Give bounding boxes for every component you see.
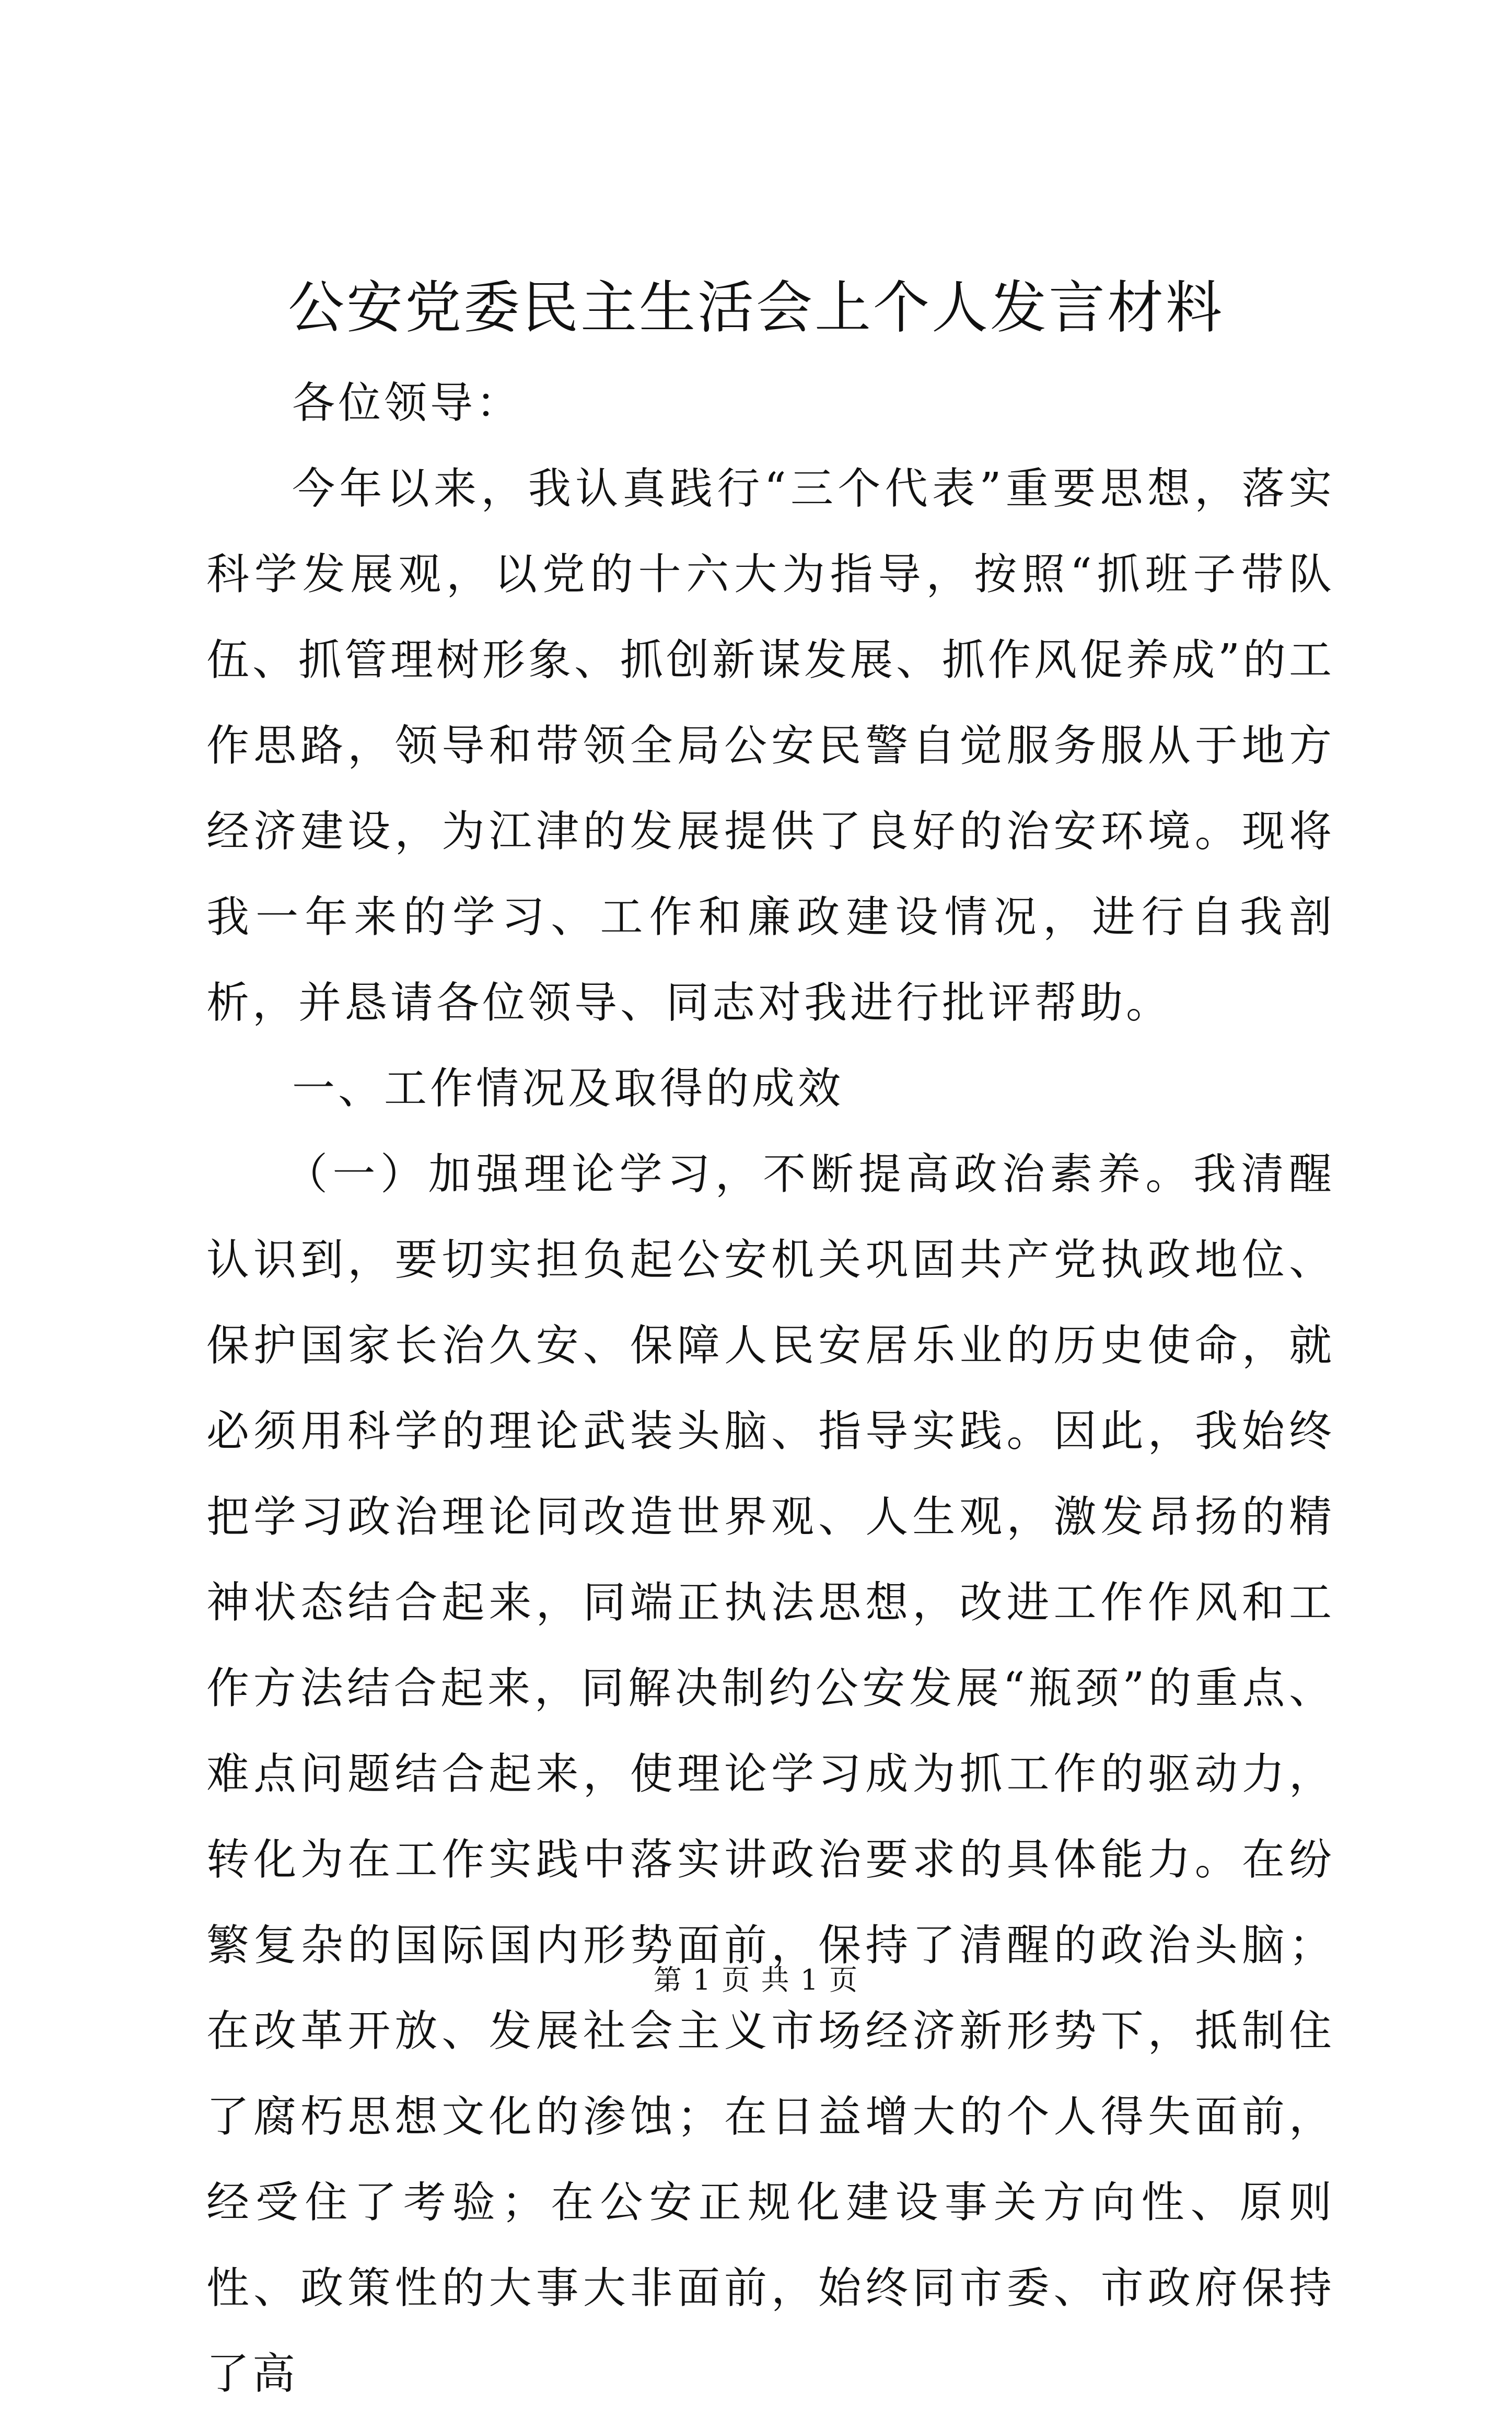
salutation: 各位领导： xyxy=(292,378,522,428)
page-footer: 第 1 页 共 1 页 xyxy=(653,1963,859,1996)
paragraph-theory-study: （一）加强理论学习，不断提高政治素养。我清醒认识到，要切实担负起公安机关巩固共产党执政地位、保护国家长治久安、保障人民安居乐业的历史使命，就必须用科学的理论武装头脑、指导实践。因此，我始终把学习政治理论同改造世界观、人生观，激发昂扬的精神状态结合起来，同端正执法思想，改进工作作风和工作方法结合起来，同解决制约公安发展“瓶颈”的重点、难点问题结合起来，使理论学习成为抓工作的驱动力，转化为在工作实践中落实讲政治要求的具体能力。在纷繁复杂的国际国内形势面前，保持了清醒的政治头脑；在改革开放、发展社会主义市场经济新形势下，抵制住了腐朽思想文化的渗蚀；在日益增大的个人得失面前，经受住了考验；在公安正规化建设事关方向性、原则性、政策性的大事大非面前，始终同市委、市政府保持了高 xyxy=(206,1149,1335,2399)
paragraph-intro: 今年以来，我认真践行“三个代表”重要思想，落实科学发展观，以党的十六大为指导，按照“抓班子带队伍、抓管理树形象、抓创新谋发展、抓作风促养成”的工作思路，领导和带领全局公安民警自觉服务服从于地方经济建设，为江津的发展提供了良好的治安环境。现将我一年来的学习、工作和廉政建设情况，进行自我剖析，并恳请各位领导、同志对我进行批评帮助。 xyxy=(206,464,1335,1028)
section-heading: 一、工作情况及取得的成效 xyxy=(292,1064,844,1113)
document-title: 公安党委民主生活会上个人发言材料 xyxy=(287,275,1224,341)
document-body xyxy=(206,361,1335,2417)
